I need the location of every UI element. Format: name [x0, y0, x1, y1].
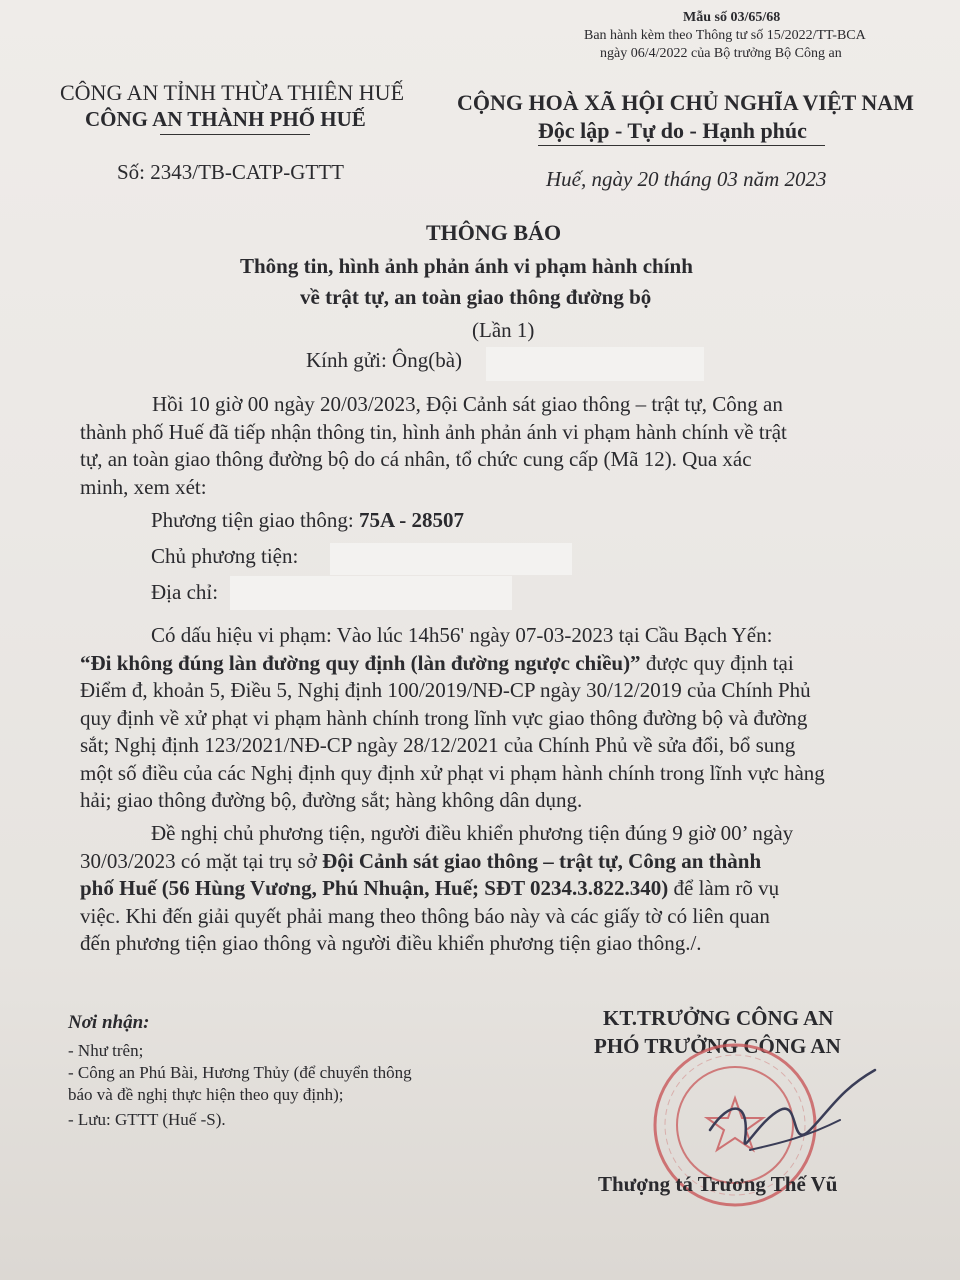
vehicle-label: Phương tiện giao thông:	[151, 508, 359, 532]
violation-line: hải; giao thông đường bộ, đường sắt; hàng không dân dụng.	[80, 788, 583, 812]
agency-parent: CÔNG AN TỈNH THỪA THIÊN HUẾ	[60, 80, 405, 105]
violation-line: sắt; Nghị định 123/2021/NĐ-CP ngày 28/12/2021 của Chính Phủ về sửa đổi, bổ sung	[80, 733, 796, 757]
recipient-item: báo và đề nghị thực hiện theo quy định);	[68, 1085, 344, 1104]
intro-line: minh, xem xét:	[80, 474, 207, 499]
intro-line: tự, an toàn giao thông đường bộ do cá nhân, tổ chức cung cấp (Mã 12). Qua xác	[80, 447, 752, 471]
place-date: Huế, ngày 20 tháng 03 năm 2023	[546, 167, 827, 191]
violation-line: Có dấu hiệu vi phạm: Vào lúc 14h56' ngày 07-03-2023 tại Cầu Bạch Yến:	[151, 623, 773, 647]
recipient-name-redacted	[486, 347, 704, 381]
request-paragraph	[80, 820, 895, 958]
notice-round: (Lần 1)	[472, 318, 535, 342]
national-motto: Độc lập - Tự do - Hạnh phúc	[538, 118, 807, 143]
vehicle-line	[151, 508, 464, 533]
recipients-label: Nơi nhận:	[68, 1012, 150, 1033]
request-line	[80, 848, 895, 876]
violation-line: một số điều của các Nghị định quy định xử phạt vi phạm hành chính trong lĩnh vực hàng	[80, 760, 825, 785]
violation-continuation: được quy định tại	[640, 650, 794, 675]
form-number: Mẫu số 03/65/68	[683, 10, 781, 25]
form-issued-date: ngày 06/4/2022 của Bộ trưởng Bộ Công an	[600, 46, 842, 61]
agency-name: CÔNG AN THÀNH PHỐ HUẾ	[85, 107, 366, 131]
address-label: Địa chỉ:	[151, 580, 219, 604]
request-line: việc. Khi đến giải quyết phải mang theo thông báo này và các giấy tờ có liên quan	[80, 903, 770, 928]
signer-on-behalf: KT.TRƯỞNG CÔNG AN	[603, 1006, 834, 1030]
document-title: THÔNG BÁO	[426, 220, 562, 245]
recipient-label: Kính gửi: Ông(bà)	[306, 348, 463, 372]
document-number: Số: 2343/TB-CATP-GTTT	[117, 160, 344, 184]
title-subject-line2: về trật tự, an toàn giao thông đường bộ	[300, 285, 652, 309]
request-line: Đề nghị chủ phương tiện, người điều khiển phương tiện đúng 9 giờ 00’ ngày	[151, 821, 794, 845]
signer-position: PHÓ TRƯỞNG CÔNG AN	[594, 1034, 841, 1058]
office-address: phố Huế (56 Hùng Vương, Phú Nhuận, Huế; SĐT 0234.3.822.340)	[80, 876, 669, 900]
owner-label: Chủ phương tiện:	[151, 544, 299, 568]
license-plate: 75A - 28507	[358, 508, 464, 532]
intro-paragraph	[80, 391, 892, 501]
request-line	[80, 875, 895, 903]
recipient-item: - Công an Phú Bài, Hương Thủy (để chuyển thông	[68, 1063, 412, 1082]
violation-description: “Đi không đúng làn đường quy định (làn đường ngược chiều)”	[80, 650, 641, 675]
violation-line: Điểm đ, khoản 5, Điều 5, Nghị định 100/2019/NĐ-CP ngày 30/12/2019 của Chính Phủ	[80, 678, 811, 702]
office-name: Đội Cảnh sát giao thông – trật tự, Công an thành	[322, 848, 762, 873]
request-line2-start: 30/03/2023 có mặt tại trụ sở	[80, 848, 323, 873]
signature	[690, 1060, 880, 1170]
address-redacted	[230, 576, 512, 610]
violation-paragraph	[80, 622, 896, 815]
signer-name: Thượng tá Trương Thế Vũ	[598, 1172, 838, 1196]
intro-line: Hồi 10 giờ 00 ngày 20/03/2023, Đội Cảnh sát giao thông – trật tự, Công an	[152, 392, 783, 416]
form-issued-by: Ban hành kèm theo Thông tư số 15/2022/TT-BCA	[584, 28, 866, 43]
violation-line: quy định về xử phạt vi phạm hành chính trong lĩnh vực giao thông đường bộ và đường	[80, 705, 808, 730]
agency-underline	[160, 134, 310, 135]
intro-line: thành phố Huế đã tiếp nhận thông tin, hình ảnh phản ánh vi phạm hành chính về trật	[80, 419, 787, 444]
recipient-item: - Lưu: GTTT (Huế -S).	[68, 1110, 226, 1129]
violation-line	[80, 650, 896, 678]
recipient-item: - Như trên;	[68, 1041, 144, 1060]
owner-name-redacted	[330, 543, 572, 575]
request-line3-end: để làm rõ vụ	[668, 876, 780, 900]
motto-underline	[538, 145, 825, 146]
country-name: CỘNG HOÀ XÃ HỘI CHỦ NGHĨA VIỆT NAM	[457, 90, 914, 115]
title-subject-line1: Thông tin, hình ảnh phản ánh vi phạm hành chính	[240, 254, 693, 278]
request-line: đến phương tiện giao thông và người điều khiển phương tiện giao thông./.	[80, 931, 702, 955]
